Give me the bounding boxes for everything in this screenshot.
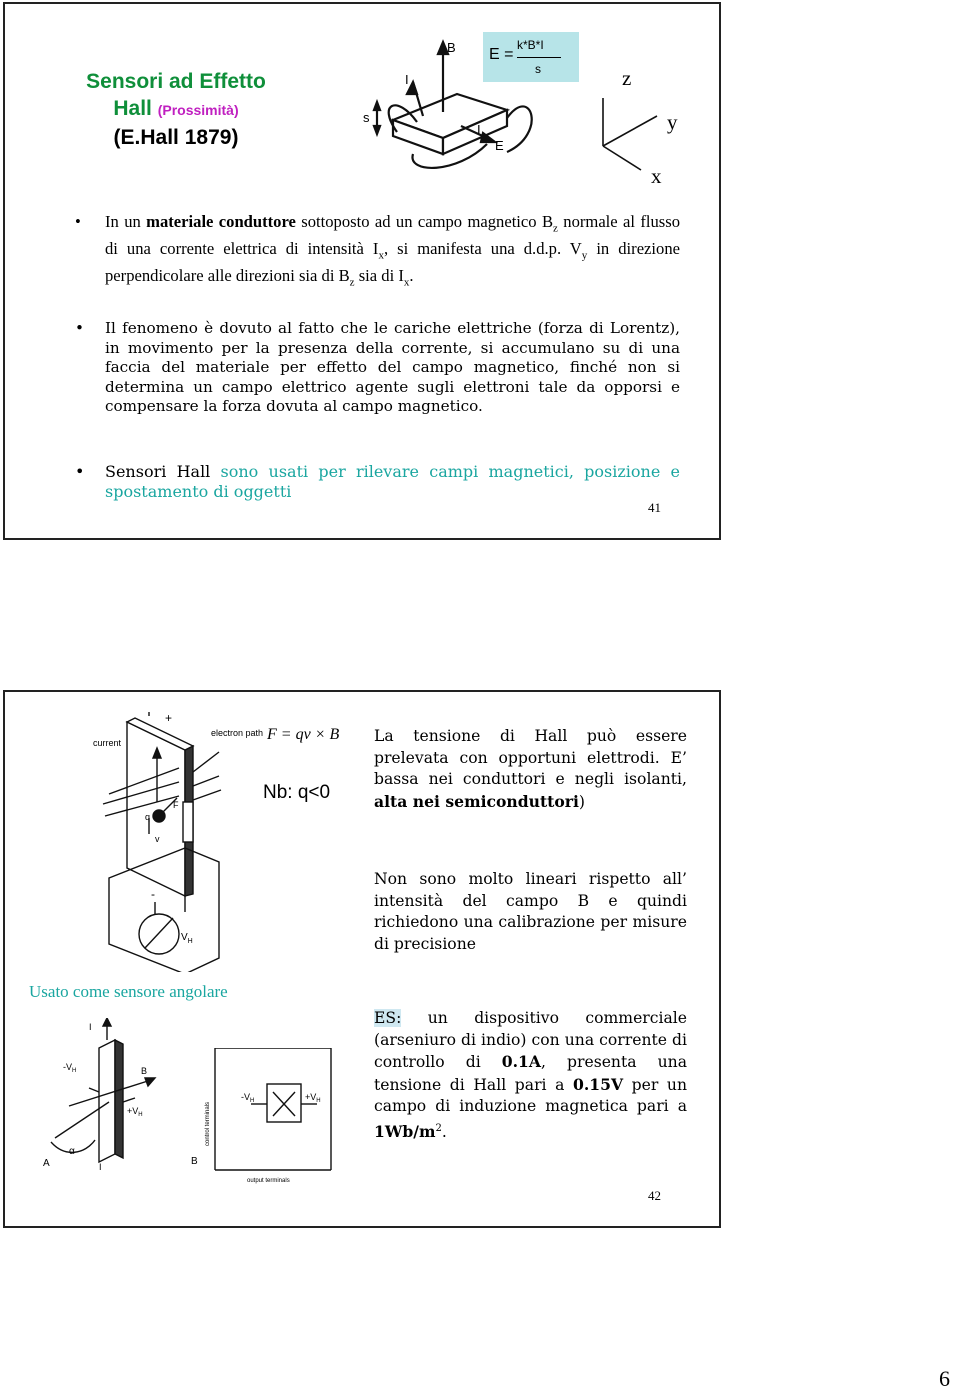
slide-page-number: 41	[648, 500, 661, 515]
hall-voltage-text: La tensione di Hall può essere prelevata con opportuni elettrodi. E’ bassa nei conduttori e negli isolanti, alta nei semiconduttori)	[374, 727, 687, 811]
slide-41	[3, 2, 721, 540]
xyz-axes-diagram	[595, 64, 705, 194]
label-F: F	[173, 800, 179, 810]
label-plus: +	[165, 712, 173, 725]
nb-note: Nb: q<0	[263, 782, 331, 803]
angular-sensor-figure-b	[191, 1048, 351, 1188]
axis-z-label: z	[622, 66, 632, 90]
svg-text:control terminals: control terminals	[205, 1101, 211, 1146]
svg-text:output terminals: output terminals	[247, 1178, 290, 1184]
label-I-right: I	[477, 122, 481, 137]
svg-text:-VH: $-V_H$	[241, 1092, 255, 1104]
slide-page-number: 42	[648, 1188, 661, 1203]
label-B: B	[447, 40, 456, 55]
angular-sensor-caption: Usato come sensore angolare	[29, 982, 228, 1001]
document-page-number: 6	[939, 1366, 950, 1391]
formula-denominator: s	[535, 62, 541, 76]
label-E: E	[495, 138, 504, 153]
label-I-top: I	[405, 72, 409, 87]
lorentz-formula: F = qv × B	[267, 726, 340, 743]
angular-sensor-figure-a	[29, 1018, 189, 1178]
formula-E: E =	[489, 46, 514, 63]
svg-text:-VH: $-V_H$	[63, 1062, 77, 1074]
slide-42	[3, 690, 721, 1228]
linearity-text: Non sono molto lineari rispetto all’ intensità del campo B e quindi richiedono una calibrazione per misure di precisione	[374, 870, 687, 953]
bullet-3: • Sensori Hall sono usati per rilevare campi magnetici, posizione e spostamento di oggetti	[75, 462, 680, 501]
commercial-example-text: ES: un dispositivo commerciale (arseniuro di indio) con una corrente di controllo di 0.1A, presenta una tensione di Hall pari a 0.15V per un campo di induzione magnetica pari a $1Wb/m^2$.	[374, 1009, 688, 1141]
svg-text:+VH: $+V_H$	[127, 1106, 143, 1118]
svg-text:I: I	[99, 1162, 102, 1172]
label-minus: -	[151, 887, 155, 901]
title-line-2: Hall	[113, 97, 152, 120]
label-current: current	[93, 738, 122, 748]
svg-text:A: A	[43, 1158, 50, 1169]
bullet-2: • Il fenomeno è dovuto al fatto che le cariche elettriche (forza di Lorentz), in movimento per la presenza della corrente, si accumulano su di una faccia del materiale per effetto del campo magnetico, finché non si determina un campo elettrico agente sugli elettroni tale da opporsi e compensare la forza dovuta al campo magnetico.	[75, 319, 680, 415]
title-line-3: (E.Hall 1879)	[113, 126, 239, 149]
label-VH: $V_H$	[181, 932, 193, 945]
svg-text:B: B	[141, 1066, 148, 1076]
title-line-1: Sensori ad Effetto	[86, 70, 266, 93]
label-s: s	[363, 110, 370, 125]
formula-numerator: k*B*I	[517, 38, 544, 52]
label-v: v	[155, 834, 160, 844]
svg-text:B: B	[191, 1156, 198, 1167]
svg-text:+VH: $+V_H$	[305, 1092, 321, 1104]
axis-y-label: y	[667, 110, 678, 134]
axis-x-label: x	[651, 164, 662, 188]
es-tag: ES:	[374, 1009, 402, 1027]
svg-text:α: α	[69, 1146, 75, 1157]
svg-text:I: I	[89, 1022, 92, 1032]
bullet-1: • In un materiale conduttore sottoposto ad un campo magnetico $B_z$ normale al flusso di una corrente elettrica di intensità $I_x$, si manifesta una d.d.p. $V_y$ in direzione perpendicolare alle direzioni sia di $B_z$ sia di $I_x$.	[75, 212, 681, 288]
hall-formula-box	[483, 32, 579, 82]
hall-plate-figure	[89, 712, 269, 972]
slide-title	[61, 68, 291, 151]
label-q: q	[145, 812, 151, 822]
title-subtitle: (Prossimità)	[157, 102, 239, 118]
bullet-2-text: Il fenomeno è dovuto al fatto che le cariche elettriche (forza di Lorentz), in movimento per la presenza della corrente, si accumulano su di una faccia del materiale per effetto del campo magnetico, finché non si determina un campo elettrico agente sugli elettroni tale da opporsi e compensare la forza dovuta al campo magnetico.	[105, 319, 680, 415]
label-electron-path: electron path	[211, 728, 264, 738]
